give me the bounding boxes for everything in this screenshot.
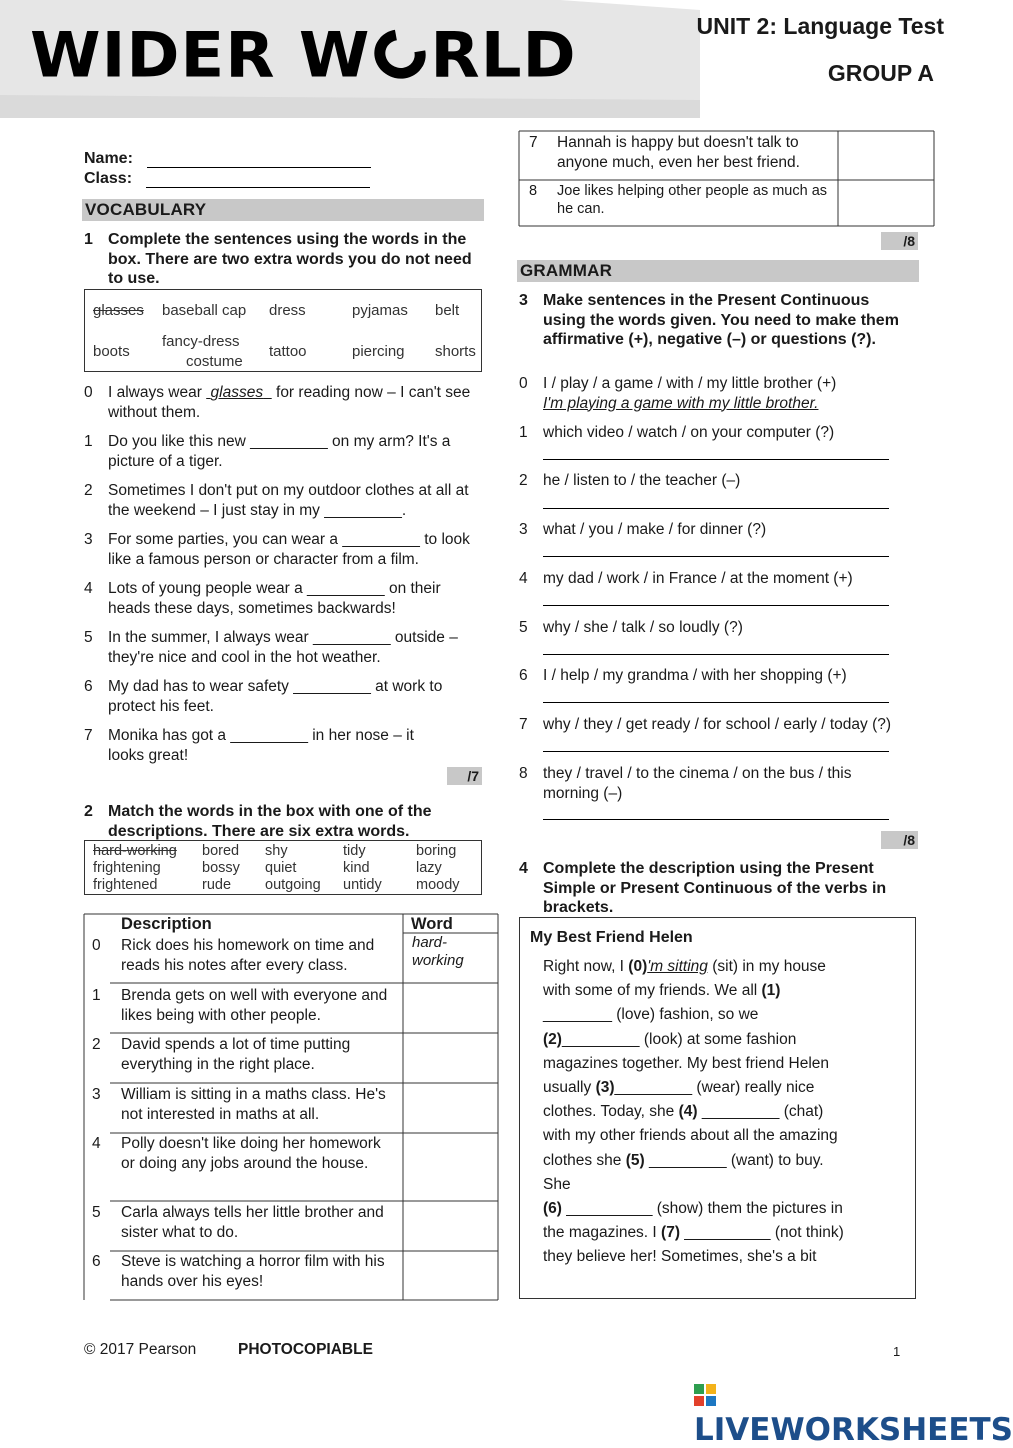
word-box-item: shorts (435, 343, 476, 360)
page-number: 1 (893, 1344, 901, 1359)
word-box-item: dress (269, 302, 306, 319)
word-box-item: quiet (265, 860, 297, 876)
ex1-instruction: 1 Complete the sentences using the words in the box. There are two extra words you do not need to use. (84, 231, 472, 287)
story-line: with my other friends about all the amazing (543, 1127, 838, 1145)
table-row[interactable]: 3 William is sitting in a maths class. He's not interested in maths at all. (92, 1086, 386, 1123)
table-row[interactable]: 2 David spends a lot of time putting everything in the right place. (92, 1036, 351, 1073)
ex3-item[interactable]: 2 he / listen to / the teacher (–) (519, 472, 741, 489)
ex1-item: 0 I always wear glasses for reading now – I can't see without them. (84, 384, 471, 421)
ex2-score: /8 (881, 232, 918, 250)
story-line[interactable]: usually (3)_________ (wear) really nice (543, 1079, 815, 1097)
ex3-item[interactable]: 1 which video / watch / on your computer (?) (519, 424, 835, 441)
ex1-item[interactable]: 4 Lots of young people wear a _________ on their heads these days, sometimes backwards! (84, 580, 441, 617)
answer-line[interactable] (543, 605, 889, 606)
ex3-item[interactable]: 5 why / she / talk / so loudly (?) (519, 619, 743, 636)
word-box-item: moody (416, 877, 460, 893)
answer-line[interactable] (543, 702, 889, 703)
table-row[interactable]: 7 Hannah is happy but doesn't talk to anyone much, even her best friend. (529, 134, 800, 171)
word-answer: hard-working (412, 934, 464, 969)
story-title: My Best Friend Helen (530, 929, 693, 946)
story-line: She (543, 1175, 571, 1193)
ex3-item[interactable]: 4 my dad / work / in France / at the moment (+) (519, 570, 853, 587)
story-line[interactable]: Right now, I (0)'m sitting (sit) in my house (543, 958, 826, 975)
story-line[interactable]: (2)_________ (look) at some fashion (543, 1030, 797, 1048)
ex1-item[interactable]: 5 In the summer, I always wear _________ outside – they're nice and cool in the hot weather. (84, 629, 458, 666)
ex3-item[interactable]: 6 I / help / my grandma / with her shopping (+) (519, 667, 847, 684)
grammar-heading: GRAMMAR (517, 260, 919, 282)
story-line[interactable]: ________ (love) fashion, so we (543, 1006, 759, 1024)
word-box-item: frightened (93, 877, 158, 893)
table-row[interactable]: 1 Brenda gets on well with everyone and likes being with other people. (92, 987, 388, 1024)
group-label: GROUP A (827, 60, 934, 86)
story-line: they believe her! Sometimes, she's a bit (543, 1248, 817, 1266)
photocopiable-label: PHOTOCOPIABLE (238, 1341, 373, 1358)
story-line: magazines together. My best friend Helen (543, 1054, 830, 1072)
word-box-item: bossy (202, 860, 240, 876)
table-row[interactable]: 8 Joe likes helping other people as much as he can. (529, 183, 828, 217)
vocabulary-heading: VOCABULARY (82, 199, 484, 221)
word-box-item: baseball cap (162, 302, 247, 319)
ex3-instruction: 3 Make sentences in the Present Continuous using the words given. You need to make them affirmative (+), negative (–) or questions (?). (519, 292, 899, 348)
story-text (543, 955, 903, 1270)
word-box-item: glasses (93, 302, 144, 319)
ex4-instruction: 4 Complete the description using the Present Simple or Present Continuous of the verbs in brackets. (519, 860, 887, 916)
answer-line[interactable] (543, 556, 889, 557)
answer-line[interactable] (543, 654, 889, 655)
word-box-item: pyjamas (352, 302, 408, 319)
word-box-item: tidy (343, 843, 366, 859)
story-line[interactable]: clothes. Today, she (4) _________ (chat) (543, 1103, 824, 1121)
word-box-item: bored (202, 843, 240, 859)
word-box-item: rude (202, 877, 232, 893)
unit-title: UNIT 2: Language Test (696, 13, 944, 39)
word-box-item: untidy (343, 877, 382, 893)
ex1-item[interactable]: 6 My dad has to wear safety _________ at work to protect his feet. (84, 678, 443, 715)
story-line[interactable]: with some of my friends. We all (1) (543, 982, 781, 1000)
class-field[interactable]: Class: (84, 170, 370, 188)
word-box-item: fancy-dress (162, 333, 240, 350)
liveworksheets-logo: LIVEWORKSHEETS (694, 1376, 1013, 1448)
word-box-item: belt (435, 302, 460, 319)
ex1-item[interactable]: 3 For some parties, you can wear a _________ to look like a famous person or character from a film. (84, 531, 470, 568)
wider-world-logo: WIDER W RLD (30, 20, 577, 92)
ex1-item[interactable]: 7 Monika has got a _________ in her nose – it looks great! (84, 727, 414, 764)
ex3-item[interactable]: 8 they / travel / to the cinema / on the bus / this morning (–) (519, 765, 852, 802)
table-row[interactable]: 5 Carla always tells her little brother and sister what to do. (92, 1204, 384, 1241)
ex2-instruction: 2 Match the words in the box with one of the descriptions. There are six extra words. (84, 803, 432, 840)
story-line[interactable]: clothes she (5) _________ (want) to buy. (543, 1151, 824, 1169)
word-box-item: frightening (93, 860, 161, 876)
word-box-item: hard-working (93, 843, 177, 859)
story-line[interactable]: (6) __________ (show) them the pictures in (543, 1200, 843, 1218)
ex3-item[interactable]: 3 what / you / make / for dinner (?) (519, 521, 767, 538)
word-box-item: kind (343, 860, 370, 876)
ex1-score: /7 (447, 767, 482, 785)
liveworksheets-icon (694, 1384, 716, 1406)
word-box-item: costume (186, 353, 243, 370)
ex3-score: /8 (881, 831, 918, 849)
col-description-header: Description (121, 915, 212, 933)
table-row: 0 Rick does his homework on time and reads his notes after every class. (92, 937, 375, 974)
ex1-item[interactable]: 2 Sometimes I don't put on my outdoor clothes at all at the weekend – I just stay in my _________. (84, 482, 469, 519)
answer-line[interactable] (543, 751, 889, 752)
table-row[interactable]: 6 Steve is watching a horror film with his hands over his eyes! (92, 1253, 385, 1290)
word-box-item: tattoo (269, 343, 307, 360)
answer-line[interactable] (543, 819, 889, 820)
story-line[interactable]: the magazines. I (7) __________ (not think) (543, 1224, 844, 1242)
name-field[interactable]: Name: (84, 150, 371, 168)
ex3-item[interactable]: 7 why / they / get ready / for school / early / today (?) (519, 716, 892, 733)
ex3-item: 0 I / play / a game / with / my little brother (+) I'm playing a game with my little brother. (519, 375, 837, 412)
word-box-item: outgoing (265, 877, 321, 893)
word-box-item: shy (265, 843, 288, 859)
answer-line[interactable] (543, 508, 889, 509)
word-box-item: boots (93, 343, 130, 360)
word-box-item: boring (416, 843, 457, 859)
answer-line[interactable] (543, 459, 889, 460)
table-row[interactable]: 4 Polly doesn't like doing her homework or doing any jobs around the house. (92, 1135, 381, 1172)
copyright: © 2017 Pearson (84, 1341, 197, 1358)
word-box-item: piercing (352, 343, 405, 360)
col-word-header: Word (411, 915, 453, 933)
ex1-item[interactable]: 1 Do you like this new _________ on my arm? It's a picture of a tiger. (84, 433, 451, 470)
word-box-item: lazy (416, 860, 442, 876)
story-box (519, 917, 916, 1299)
